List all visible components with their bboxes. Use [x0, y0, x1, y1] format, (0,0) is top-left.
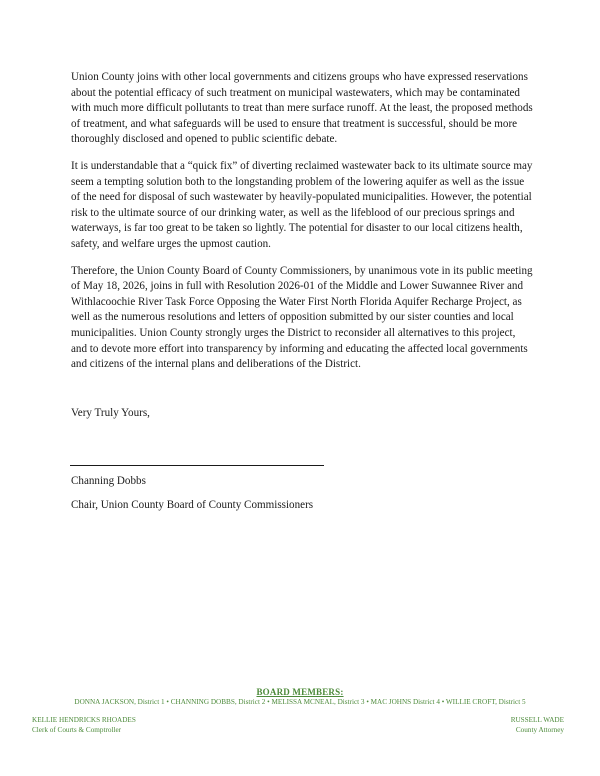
closing-salutation: Very Truly Yours, [71, 407, 150, 419]
letter-body [71, 70, 533, 384]
attorney-block [511, 715, 564, 735]
clerk-block [32, 715, 136, 735]
attorney-name: RUSSELL WADE [510, 716, 564, 724]
clerk-title: Clerk of Courts & Comptroller [32, 726, 122, 734]
paragraph-quick-fix: It is understandable that a “quick fix” of diverting reclaimed wastewater back to its ultimate source may seem a tempting solution both to the longstanding problem of the lowering aquifer as well as the issue of the need for disposal of such wastewater by heavily-populated municipalities. However, the potential risk to the ultimate source of our drinking water, as well as the lifeblood of our precious springs and waterways, is far too great to be taken so lightly. The potential for disaster to our local citizens health, safety, and welfare urges the upmost caution. [71, 159, 533, 250]
signer-name: Channing Dobbs [71, 475, 146, 487]
board-members-heading: BOARD MEMBERS: [256, 687, 344, 697]
attorney-title: County Attorney [515, 726, 564, 734]
signer-title: Chair, Union County Board of County Commissioners [71, 499, 314, 511]
clerk-name: KELLIE HENDRICKS RHOADES [32, 716, 136, 724]
signature-line [70, 465, 324, 466]
board-members-list: DONNA JACKSON, District 1 • CHANNING DOBBS, District 2 • MELISSA MCNEAL, District 3 • MAC JOHNS District 4 • WILLIE CROFT, District 5 [74, 698, 526, 706]
paragraph-resolution: Therefore, the Union County Board of County Commissioners, by unanimous vote in its public meeting of May 18, 2026, joins in full with Resolution 2026-01 of the Middle and Lower Suwannee River and Withlacoochie River Task Force Opposing the Water First North Florida Aquifer Recharge Project, as well as the numerous resolutions and letters of opposition submitted by our sister counties and local municipalities. Union County strongly urges the District to reconsider all alternatives to this project, and to devote more effort into transparency by informing and educating the affected local governments and citizens of the internal plans and deliberations of the District. [71, 264, 533, 371]
paragraph-efficacy: Union County joins with other local governments and citizens groups who have expressed reservations about the potential efficacy of such treatment on municipal wastewaters, which may be contaminated with much more difficult pollutants to treat than mere surface runoff. At the least, the proposed methods of treatment, and what safeguards will be used to ensure that treatment is successful, should be more thoroughly disclosed and opened to public scientific debate. [71, 71, 533, 146]
